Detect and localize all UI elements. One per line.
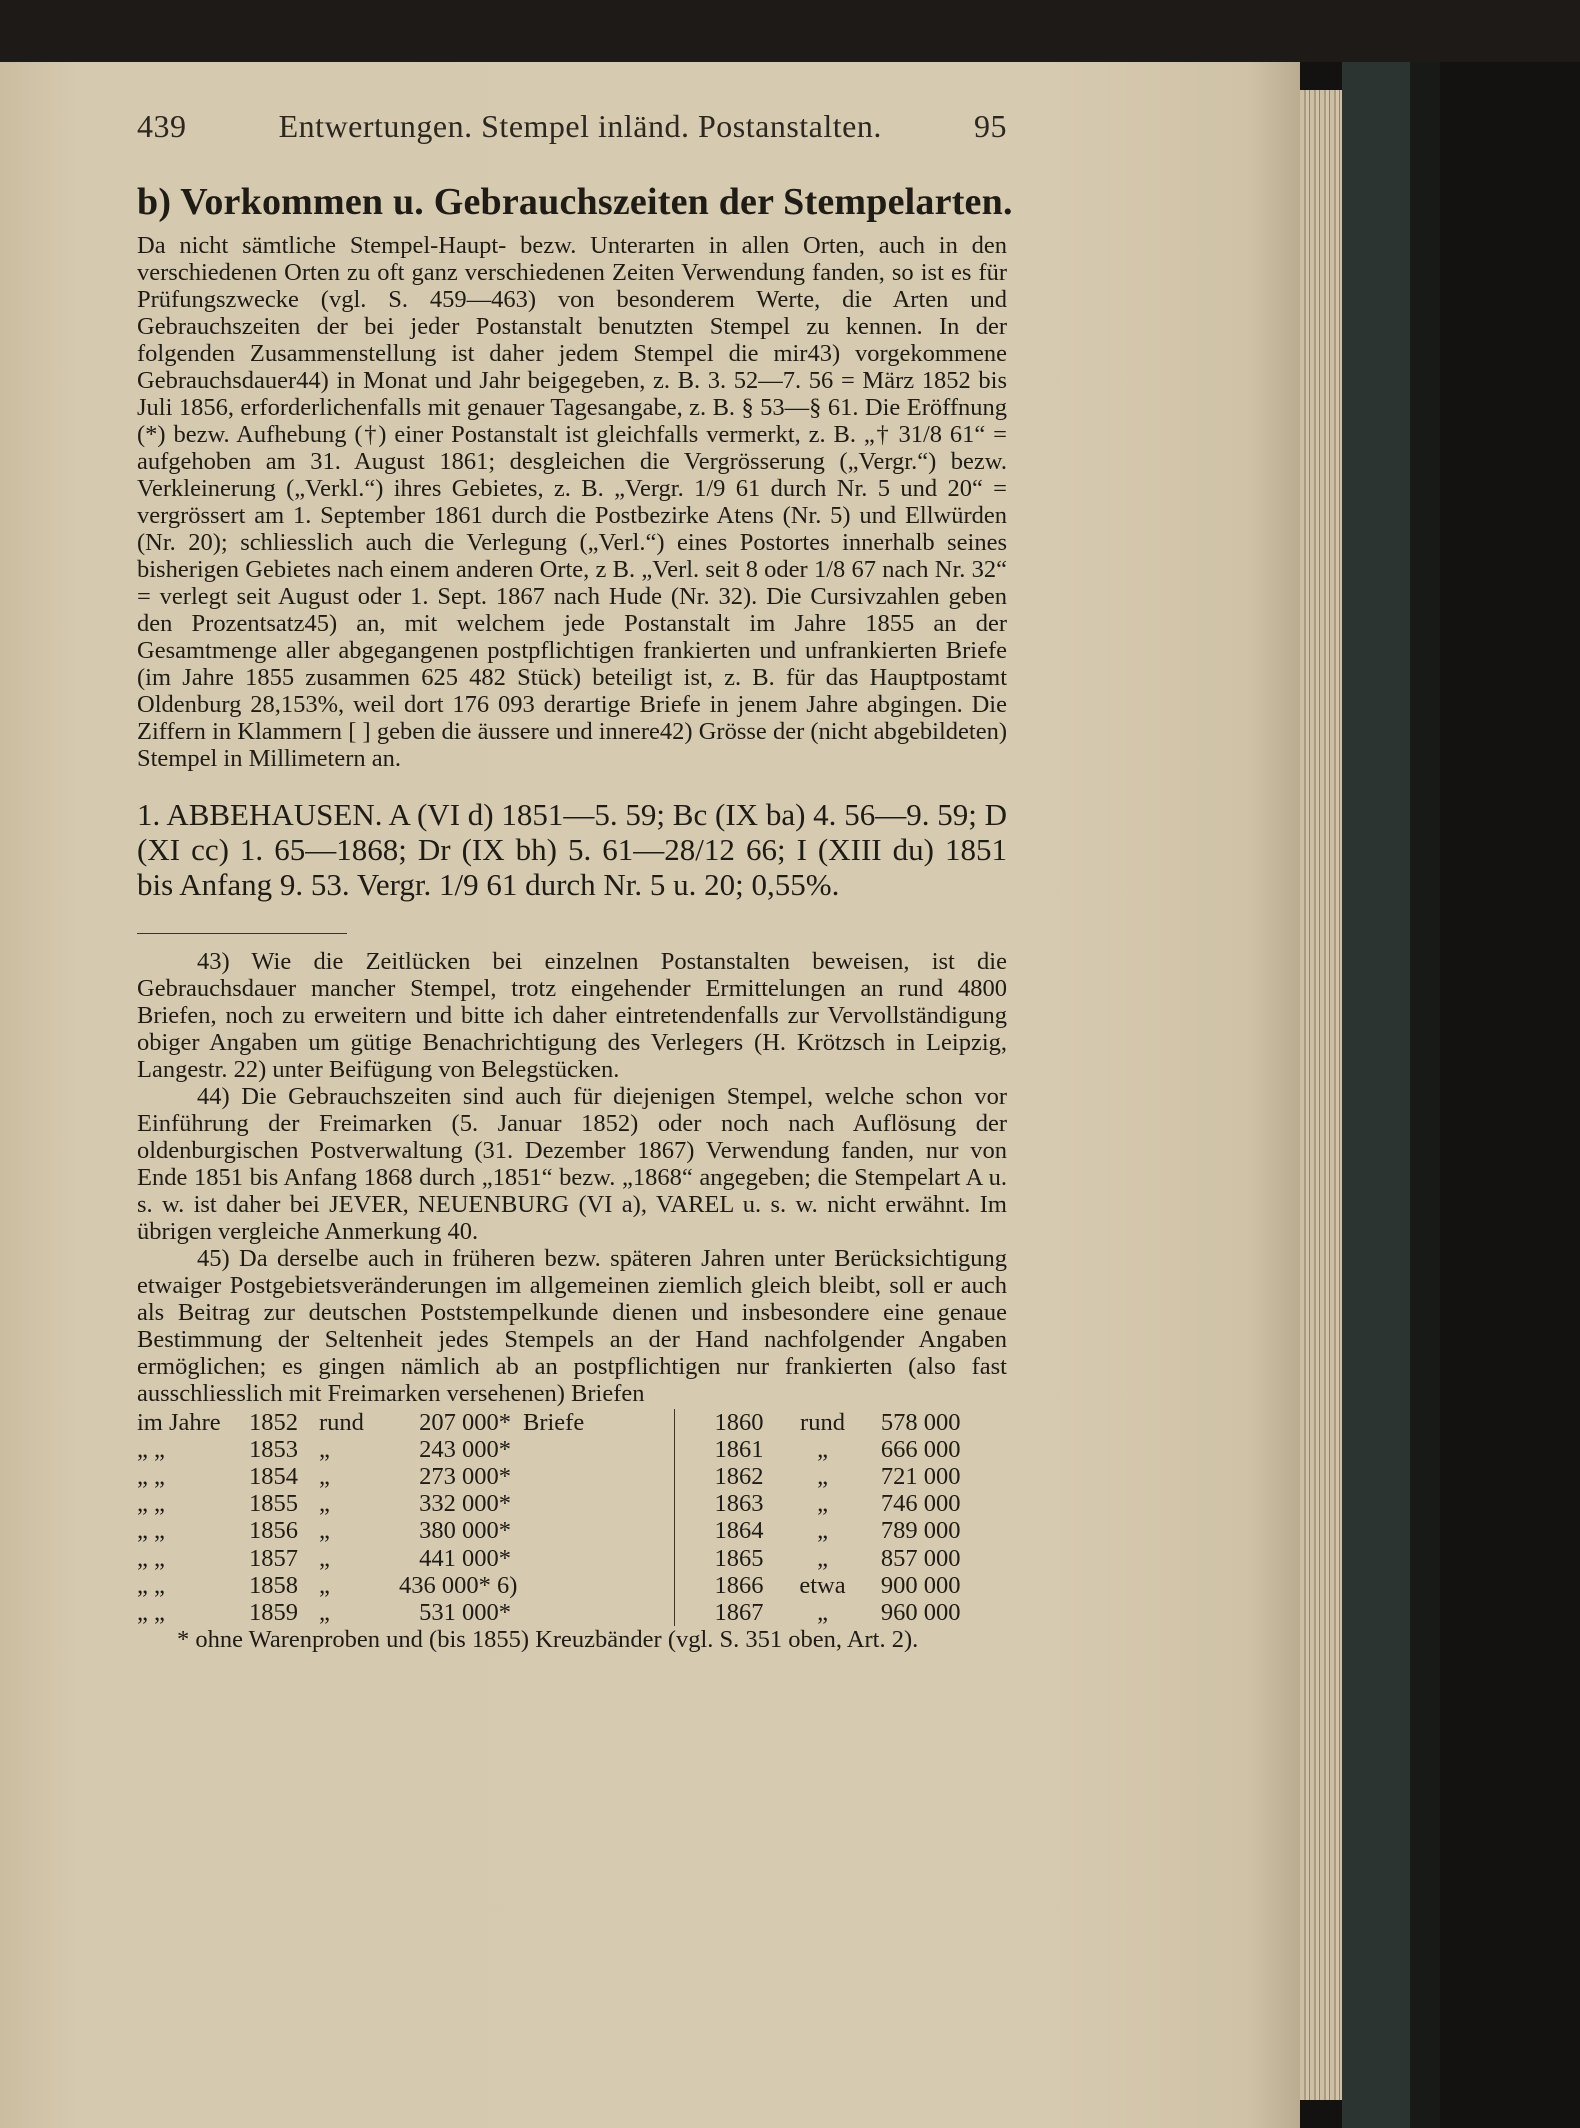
stats-cell-val: 746 000 xyxy=(880,1490,961,1518)
scan-background-right xyxy=(1410,62,1440,2128)
stats-cell-b: 1857 xyxy=(249,1544,298,1572)
stats-cell-e xyxy=(523,1599,623,1626)
page-edges xyxy=(1300,90,1342,2100)
asterisk-note: * ohne Warenproben und (bis 1855) Kreuzbänder (vgl. S. 351 oben, Art. 2). xyxy=(177,1626,919,1654)
stats-right-row xyxy=(715,1436,1008,1463)
footnote-44: 44) Die Gebrauchszeiten sind auch für diejenigen Stempel, welche schon vor Einführung der Freimarken (5. Januar 1852) oder noch nach Auflösung der oldenburgischen Postverwaltung (31. Dezember 1867) Verwendung fanden, nur von Ende 1851 bis Anfang 1868 durch „1851“ bezw. „1868“ angegeben; die Stempelart A u. s. w. ist daher bei JEVER, NEUENBURG (VI a), VAREL u. s. w. nicht erwähnt. Im übrigen vergleiche Anmerkung 40. xyxy=(137,1082,1007,1245)
book-cover-edge xyxy=(1342,62,1410,2128)
stats-cell-a: „ „ xyxy=(137,1571,165,1599)
stats-cell-d: 531 000* xyxy=(419,1598,511,1626)
stats-left-row xyxy=(137,1436,664,1463)
stats-cell-q: „ xyxy=(817,1544,828,1572)
stats-cell-year: 1863 xyxy=(714,1490,764,1518)
letter-statistics xyxy=(137,1409,1007,1627)
stats-left-row xyxy=(137,1409,664,1436)
stats-cell-val: 960 000 xyxy=(880,1598,961,1626)
stats-cell-d: 243 000* xyxy=(419,1435,511,1463)
stats-left-row xyxy=(137,1463,664,1490)
stats-right-row xyxy=(715,1545,1008,1572)
stats-cell-c: „ xyxy=(319,1598,330,1626)
stats-left-row xyxy=(137,1517,664,1544)
footnote-43: 43) Wie die Zeitlücken bei einzelnen Postanstalten beweisen, ist die Gebrauchsdauer mancher Stempel, trotz eingehender Ermittelungen an rund 4800 Briefen, noch zu erweitern und bitte ich daher eintretendenfalls zur Vervollständigung obiger Angaben um gütige Benachrichtigung des Verlegers (H. Krötzsch in Leipzig, Langestr. 22) unter Beifügung von Belegstücken. xyxy=(137,947,1007,1083)
section-title: b) Vorkommen u. Gebrauchszeiten der Stempelarten. xyxy=(137,181,1013,223)
stats-cell-d: 332 000* xyxy=(419,1490,511,1518)
page-text xyxy=(137,108,1013,1654)
stats-cell-e xyxy=(523,1572,623,1599)
stats-right-row xyxy=(715,1463,1008,1490)
stats-cell-val: 666 000 xyxy=(880,1435,961,1463)
stats-cell-a: „ „ xyxy=(137,1544,165,1572)
stats-left-row xyxy=(137,1572,664,1599)
stats-cell-d: 207 000* xyxy=(419,1408,511,1436)
stats-cell-val: 900 000 xyxy=(880,1571,961,1599)
stats-cell-q: etwa xyxy=(799,1571,846,1599)
stats-left-row xyxy=(137,1599,664,1626)
stats-cell-year: 1862 xyxy=(714,1462,764,1490)
stats-cell-b: 1855 xyxy=(249,1490,298,1518)
stats-cell-year: 1866 xyxy=(714,1571,764,1599)
stats-cell-year: 1864 xyxy=(714,1517,764,1545)
stats-cell-c: „ xyxy=(319,1517,330,1545)
stats-right-column xyxy=(675,1409,1008,1627)
stats-cell-b: 1852 xyxy=(249,1408,298,1436)
stats-right-row xyxy=(715,1517,1008,1544)
stats-cell-q: rund xyxy=(800,1408,845,1436)
stats-cell-d: 380 000* xyxy=(419,1517,511,1545)
stats-left-row xyxy=(137,1490,664,1517)
stats-cell-val: 721 000 xyxy=(880,1462,961,1490)
stats-right-row xyxy=(715,1490,1008,1517)
stats-cell-e xyxy=(523,1436,623,1463)
stats-cell-b: 1858 xyxy=(249,1571,298,1599)
stats-cell-a: „ „ xyxy=(137,1598,165,1626)
stats-cell-val: 789 000 xyxy=(880,1517,961,1545)
entry-abbehausen: 1. ABBEHAUSEN. A (VI d) 1851—5. 59; Bc (IX ba) 4. 56—9. 59; D (XI cc) 1. 65—1868; Dr (IX bh) 5. 61—28/12 66; I (XIII du) 1851 bis Anfang 9. 53. Vergr. 1/9 61 durch Nr. 5 u. 20; 0,55%. xyxy=(137,796,1007,902)
stats-right-row xyxy=(715,1572,1008,1599)
stats-cell-year: 1865 xyxy=(714,1544,764,1572)
stats-cell-val: 578 000 xyxy=(880,1408,961,1436)
stats-cell-e xyxy=(523,1463,623,1490)
stats-cell-c: rund xyxy=(319,1408,364,1436)
stats-cell-b: 1859 xyxy=(249,1598,298,1626)
running-head-left-number: 439 xyxy=(137,108,187,144)
stats-cell-c: „ xyxy=(319,1435,330,1463)
stats-cell-e xyxy=(523,1545,623,1572)
stats-cell-e xyxy=(523,1490,623,1517)
stats-cell-d: 436 000* 6) xyxy=(399,1571,518,1599)
stats-cell-a: im Jahre xyxy=(137,1408,221,1436)
stats-cell-e: Briefe xyxy=(523,1408,585,1436)
scan-background-top xyxy=(0,0,1580,62)
footnote-45: 45) Da derselbe auch in früheren bezw. späteren Jahren unter Berücksichtigung etwaiger Postgebietsveränderungen im allgemeinen ziemlich gleich bleibt, soll er auch als Beitrag zur deutschen Poststempelkunde dienen und insbesondere eine genaue Bestimmung der Seltenheit jedes Stempels an der Hand nachfolgender Angaben ermöglichen; es gingen nämlich ab an postpflichtigen nur frankierten (also fast ausschliesslich mit Freimarken versehenen) Briefen xyxy=(137,1244,1007,1407)
stats-left-column xyxy=(137,1409,675,1627)
stats-cell-c: „ xyxy=(319,1462,330,1490)
running-head xyxy=(137,108,1007,158)
stats-right-row xyxy=(715,1599,1008,1626)
stats-cell-c: „ xyxy=(319,1490,330,1518)
stats-cell-a: „ „ xyxy=(137,1517,165,1545)
stats-cell-q: „ xyxy=(817,1517,828,1545)
stats-cell-b: 1856 xyxy=(249,1517,298,1545)
stats-cell-q: „ xyxy=(817,1490,828,1518)
stats-cell-e xyxy=(523,1517,623,1544)
stats-cell-q: „ xyxy=(817,1435,828,1463)
stats-cell-c: „ xyxy=(319,1571,330,1599)
stats-cell-year: 1867 xyxy=(714,1598,764,1626)
stats-cell-val: 857 000 xyxy=(880,1544,961,1572)
footnote-rule xyxy=(137,933,347,934)
stats-cell-a: „ „ xyxy=(137,1435,165,1463)
stats-cell-d: 441 000* xyxy=(419,1544,511,1572)
stats-right-row xyxy=(715,1409,1008,1436)
intro-paragraph: Da nicht sämtliche Stempel-Haupt- bezw. Unterarten in allen Orten, auch in den verschiedenen Orten zu oft ganz verschiedenen Zeiten Verwendung fanden, so ist es für Prüfungszwecke (vgl. S. 459—463) von besonderem Werte, die Arten und Gebrauchszeiten der bei jeder Postanstalt benutzten Stempel zu kennen. In der folgenden Zusammenstellung ist daher jedem Stempel die mir43) vorgekommene Gebrauchsdauer44) in Monat und Jahr beigegeben, z. B. 3. 52—7. 56 = März 1852 bis Juli 1856, erforderlichenfalls mit genauer Tagesangabe, z. B. § 53—§ 61. Die Eröffnung (*) bezw. Aufhebung (†) einer Postanstalt ist gleichfalls vermerkt, z. B. „† 31/8 61“ = aufgehoben am 31. August 1861; desgleichen die Vergrösserung („Vergr.“) bezw. Verkleinerung („Verkl.“) ihres Gebietes, z. B. „Vergr. 1/9 61 durch Nr. 5 und 20“ = vergrössert am 1. September 1861 durch die Postbezirke Atens (Nr. 5) und Ellwürden (Nr. 20); schliesslich auch die Verlegung („Verl.“) eines Postortes innerhalb seines bisherigen Gebietes nach einem anderen Orte, z B. „Verl. seit 8 oder 1/8 67 nach Nr. 32“ = verlegt seit August oder 1. Sept. 1867 nach Hude (Nr. 32). Die Cursivzahlen geben den Prozentsatz45) an, mit welchem jede Postanstalt im Jahre 1855 an der Gesamtmenge aller abgegangenen postpflichtigen frankierten und unfrankierten Briefe (im Jahre 1855 zusammen 625 482 Stück) beteiligt ist, z. B. für das Hauptpostamt Oldenburg 28,153%, weil dort 176 093 derartige Briefe in jenem Jahre abgingen. Die Ziffern in Klammern [ ] geben die äussere und innere42) Grösse der (nicht abgebildeten) Stempel in Millimetern an. xyxy=(137,232,1007,772)
stats-cell-a: „ „ xyxy=(137,1490,165,1518)
stats-cell-a: „ „ xyxy=(137,1462,165,1490)
stats-cell-d: 273 000* xyxy=(419,1462,511,1490)
stats-cell-q: „ xyxy=(817,1462,828,1490)
stats-cell-year: 1861 xyxy=(714,1435,764,1463)
stats-left-row xyxy=(137,1545,664,1572)
stats-cell-b: 1853 xyxy=(249,1435,298,1463)
stats-cell-b: 1854 xyxy=(249,1462,298,1490)
page-number: 95 xyxy=(973,108,1007,144)
stats-cell-year: 1860 xyxy=(714,1408,764,1436)
stats-cell-q: „ xyxy=(817,1598,828,1626)
stats-cell-c: „ xyxy=(319,1544,330,1572)
running-head-title: Entwertungen. Stempel inländ. Postanstalten. xyxy=(278,108,882,144)
